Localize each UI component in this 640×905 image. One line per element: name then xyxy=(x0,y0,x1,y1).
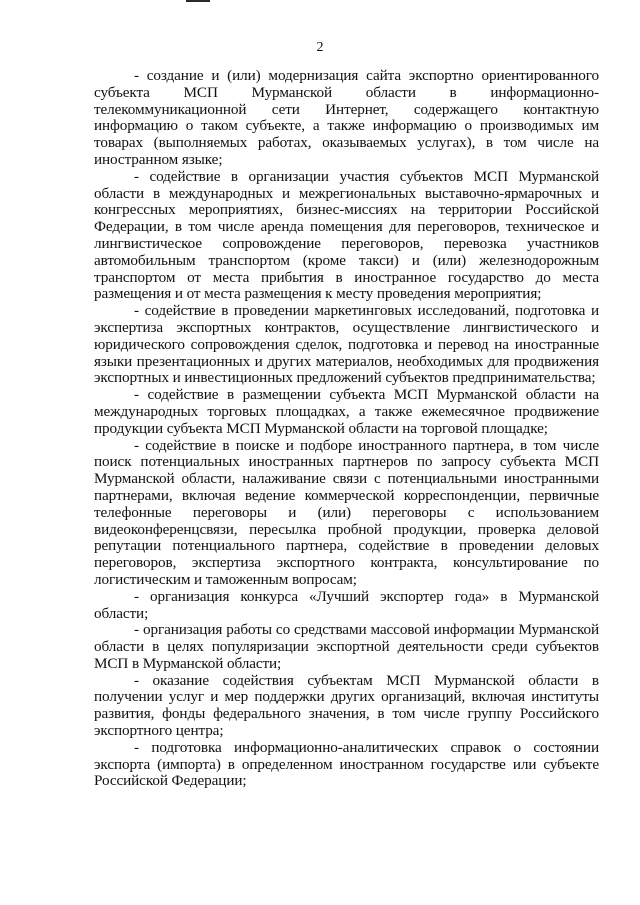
page-number: 2 xyxy=(316,40,324,55)
list-item: - подготовка информационно-аналитических справок о состоянии экспорта (импорта) в определенном иностранном государстве или субъекте Российской Федерации; xyxy=(94,738,599,790)
list-item: - организация конкурса «Лучший экспортер года» в Мурманской области; xyxy=(94,587,599,622)
list-item: - содействие в поиске и подборе иностранного партнера, в том числе поиск потенциальных иностранных партнеров по запросу субъекта МСП Мурманской области, налаживание связи с потенциальными иностранными партнерами, включая ведение коммерческой корреспонденции, первичные телефонные переговоры и (или) переговоры с использованием видеоконференцсвязи, пересылка пробной продукции, проверка деловой репутации потенциального партнера, содействие в проведении деловых переговоров, экспертиза экспортного контракта, консультирование по логистическим и таможенным вопросам; xyxy=(94,436,599,588)
list-item: - содействие в проведении маркетинговых исследований, подготовка и экспертиза экспортных контрактов, осуществление лингвистического и юридического сопровождения сделок, подготовка и перевод на иностранные языки презентационных и других материалов, необходимых для продвижения экспортных и инвестиционных предложений субъектов предпринимательства; xyxy=(94,302,599,387)
scan-artifact-mark xyxy=(186,0,210,2)
list-item: - содействие в размещении субъекта МСП Мурманской области на международных торговых площадках, а также ежемесячное продвижение продукции субъекта МСП Мурманской области на торговой площадке; xyxy=(94,386,599,437)
list-item: - организация работы со средствами массовой информации Мурманской области в целях популяризации экспортной деятельности среди субъектов МСП в Мурманской области; xyxy=(94,621,599,672)
document-body xyxy=(94,68,599,790)
list-item: - оказание содействия субъектам МСП Мурманской области в получении услуг и мер поддержки других организаций, включая институты развития, фонды федерального значения, в том числе группу Российского экспортного центра; xyxy=(94,671,599,740)
list-item: - создание и (или) модернизация сайта экспортно ориентированного субъекта МСП Мурманской области в информационно-телекоммуникационной сети Интернет, содержащего контактную информацию о таком субъекте, а также информацию о производимых им товарах (выполняемых работах, оказываемых услугах), в том числе на иностранном языке; xyxy=(94,67,599,168)
list-item: - содействие в организации участия субъектов МСП Мурманской области в международных и межрегиональных выставочно-ярмарочных и конгрессных мероприятиях, бизнес-миссиях на территории Российской Федерации, в том числе аренда помещения для переговоров, техническое и лингвистическое сопровождение переговоров, перевозка участников автомобильным транспортом (кроме такси) и (или) железнодорожным транспортом от места прибытия в иностранное государство до места размещения и от места размещения к месту проведения мероприятия; xyxy=(94,167,599,303)
